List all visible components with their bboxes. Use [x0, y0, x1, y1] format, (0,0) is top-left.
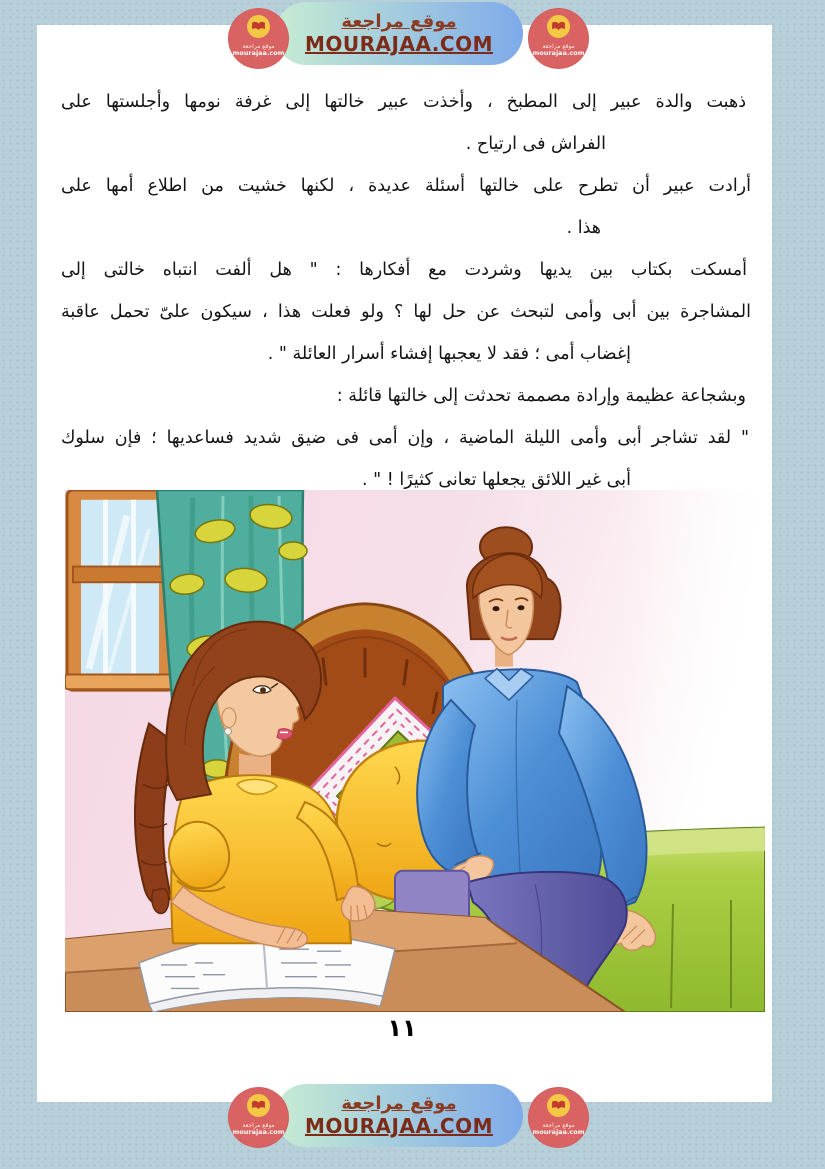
- header-site-name-arabic[interactable]: موقع مراجعة: [341, 11, 457, 33]
- text-line: المشاجرة بين أبى وأمى لتبحث عن حل لها ؟ ولو فعلت هذا ، سيكون علىّ تحمل عاقبة: [61, 302, 751, 322]
- badge-site-name: موقع مراجعة: [542, 1122, 575, 1129]
- footer-right-logo-badge: [528, 1087, 589, 1148]
- badge-site-name: موقع مراجعة: [242, 43, 275, 50]
- badge-site-domain: mourajaa.com: [532, 1128, 585, 1136]
- page-sheet: [37, 25, 772, 1102]
- text-line: " لقد تشاجر أبى وأمى الليلة الماضية ، وإن أمى فى ضيق شديد فساعديها ؛ فإن سلوك: [61, 428, 749, 448]
- badge-site-name: موقع مراجعة: [242, 1122, 275, 1129]
- text-line: ذهبت والدة عبير إلى المطبخ ، وأخذت عبير خالتها إلى غرفة نومها وأجلستها على: [61, 92, 746, 112]
- footer-left-logo-badge: [228, 1087, 289, 1148]
- text-line: وبشجاعة عظيمة وإرادة مصممة تحدثت إلى خالتها قائلة :: [336, 386, 746, 406]
- header-left-logo-badge: [228, 8, 289, 69]
- text-line: الفراش فى ارتياح .: [465, 134, 606, 154]
- badge-site-domain: mourajaa.com: [532, 49, 585, 57]
- page-number: ١١: [387, 1014, 417, 1042]
- open-book-icon: [547, 15, 570, 38]
- open-book-icon: [247, 1094, 270, 1117]
- header-right-logo-badge: [528, 8, 589, 69]
- badge-site-name: موقع مراجعة: [542, 43, 575, 50]
- header-site-banner[interactable]: [275, 2, 523, 65]
- text-line: أرادت عبير أن تطرح على خالتها أسئلة عديدة ، لكنها خشيت من اطلاع أمها على: [61, 176, 751, 196]
- story-illustration: [65, 490, 765, 1012]
- story-text: [61, 81, 751, 501]
- text-line: أبى غير اللائق يجعلها تعانى كثيرًا ! " .: [362, 470, 631, 490]
- badge-site-domain: mourajaa.com: [232, 49, 285, 57]
- text-line: هذا .: [566, 218, 601, 238]
- text-line: أمسكت بكتاب بين يديها وشردت مع أفكارها : " هل ألفت انتباه خالتى إلى: [61, 260, 747, 280]
- badge-site-domain: mourajaa.com: [232, 1128, 285, 1136]
- text-line: إغضاب أمى ؛ فقد لا يعجبها إفشاء أسرار العائلة " .: [267, 344, 631, 364]
- footer-site-banner[interactable]: [275, 1084, 523, 1147]
- open-book-icon: [247, 15, 270, 38]
- footer-site-domain[interactable]: MOURAJAA.COM: [305, 1113, 493, 1138]
- footer-site-name-arabic[interactable]: موقع مراجعة: [341, 1093, 457, 1115]
- open-book-icon: [547, 1094, 570, 1117]
- header-site-domain[interactable]: MOURAJAA.COM: [305, 31, 493, 56]
